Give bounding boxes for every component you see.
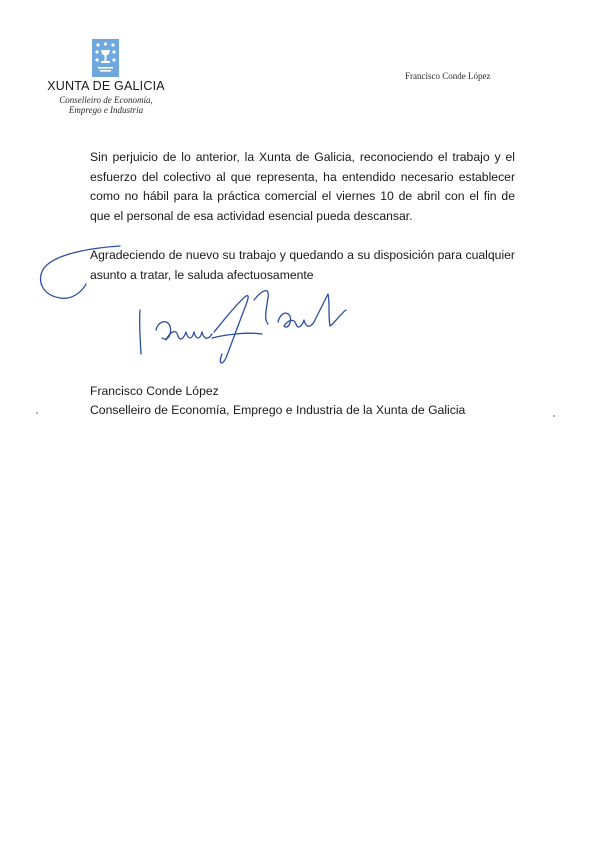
body-paragraph-2: Agradeciendo de nuevo su trabajo y quedando a su disposición para cualquier asunto a tratar, le saluda afectuosamente xyxy=(90,248,515,282)
department-line-2: Emprego e Industria xyxy=(68,105,144,115)
signer-title: Conselleiro de Economía, Emprego e Industria de la Xunta de Galicia xyxy=(90,403,466,417)
org-name: XUNTA DE GALICIA xyxy=(47,79,165,93)
scan-speck xyxy=(553,415,555,417)
scan-speck xyxy=(36,412,38,414)
department-line-1: Conselleiro de Economía, xyxy=(59,95,153,105)
xunta-emblem-icon xyxy=(92,39,119,77)
body-paragraph-1: Sin perjuicio de lo anterior, la Xunta de Galicia, reconociendo el trabajo y el esfuerzo del colectivo al que representa, ha entendido necesario establecer como no hábil para la práctica comercial el viernes 10 de abril con el fin de que el personal de esa actividad esencial pueda descansar. xyxy=(90,150,515,223)
header-sender-name: Francisco Conde López xyxy=(405,71,491,81)
handwritten-signature xyxy=(0,240,595,380)
signer-name: Francisco Conde López xyxy=(90,384,219,398)
